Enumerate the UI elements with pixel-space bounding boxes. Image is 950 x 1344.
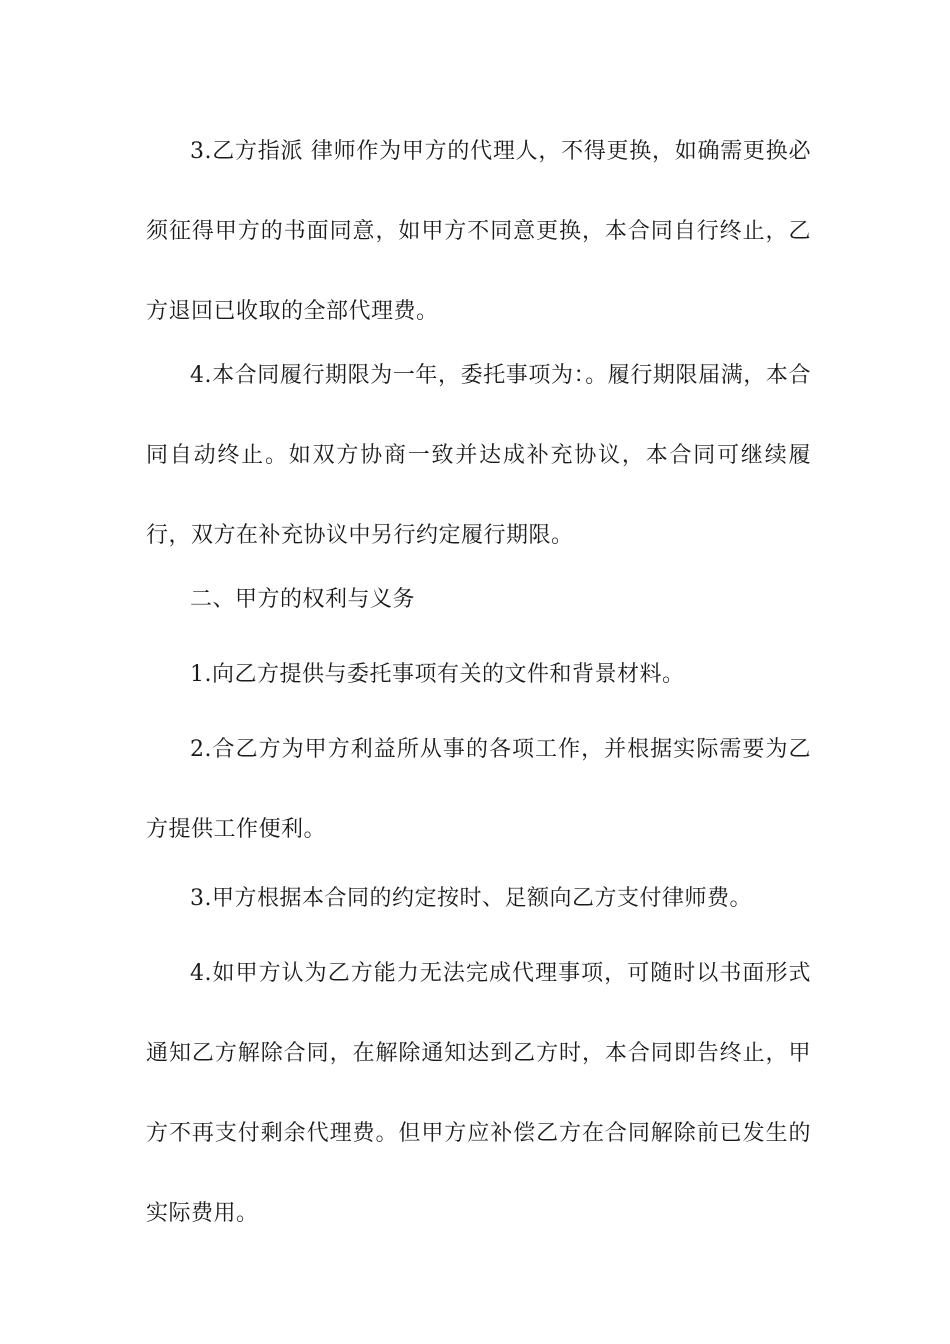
- clause-4-contract-term: 4.本合同履行期限为一年，委托事项为：。履行期限届满，本合同自动终止。如双方协商一致并达成补充协议，本合同可继续履行，双方在补充协议中另行约定履行期限。: [146, 363, 811, 548]
- party-a-duty-3: 3.甲方根据本合同的约定按时、足额向乙方支付律师费。: [190, 886, 752, 911]
- party-a-duty-2: 2.合乙方为甲方利益所从事的各项工作，并根据实际需要为乙方提供工作便利。: [146, 737, 811, 842]
- party-a-duty-4: 4.如甲方认为乙方能力无法完成代理事项，可随时以书面形式通知乙方解除合同，在解除通知达到乙方时，本合同即告终止，甲方不再支付剩余代理费。但甲方应补偿乙方在合同解除前已发生的实际费用。: [146, 961, 811, 1226]
- party-a-duty-1: 1.向乙方提供与委托事项有关的文件和背景材料。: [190, 662, 685, 687]
- section-heading-party-a-rights: 二、甲方的权利与义务: [190, 587, 416, 612]
- clause-3-lawyer-assignment: 3.乙方指派 律师作为甲方的代理人，不得更换，如确需更换必须征得甲方的书面同意，如甲方不同意更换，本合同自行终止，乙方退回已收取的全部代理费。: [146, 139, 811, 324]
